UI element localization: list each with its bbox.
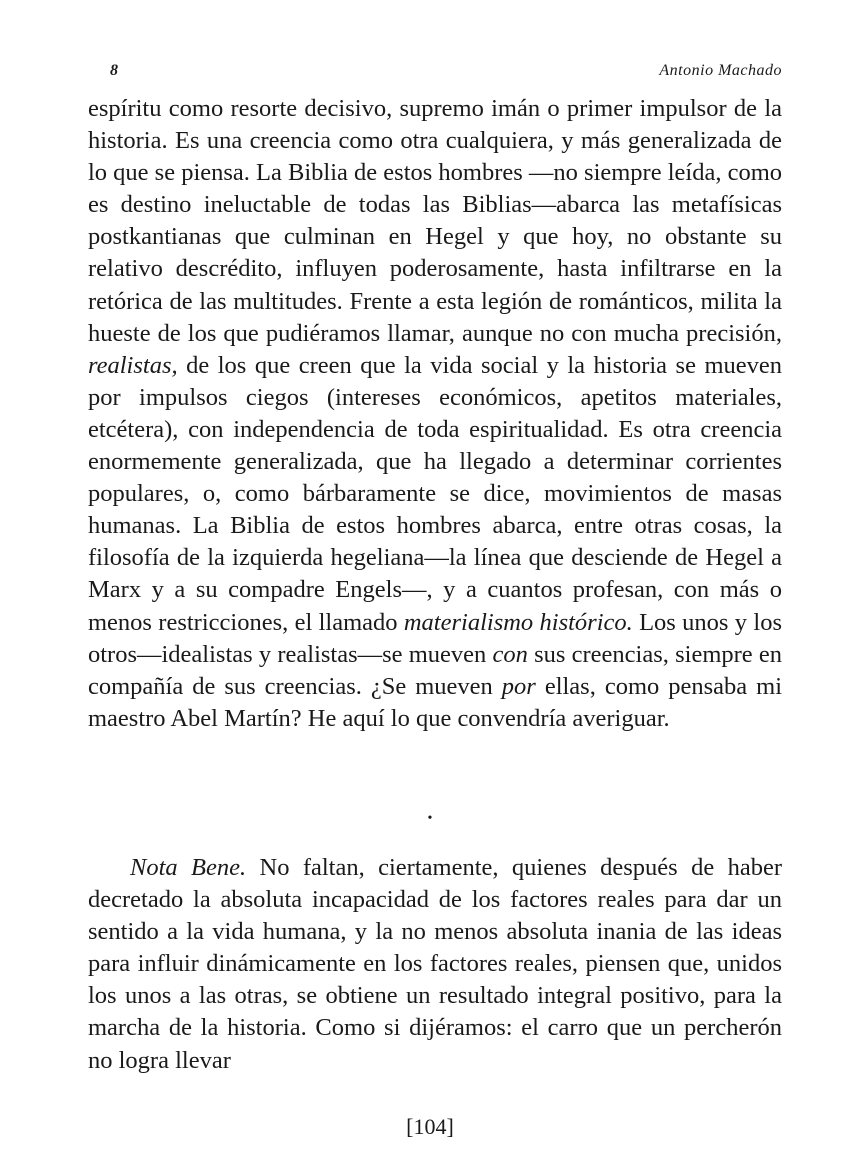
body-text-3: Los unos y los otros—idealistas y realistas—se mueven	[88, 608, 782, 668]
emphasis-realistas: realistas,	[88, 351, 178, 379]
page-header	[110, 62, 782, 84]
body-text-4: sus creencias, siempre en compañía de sus creencias. ¿Se mueven	[88, 640, 782, 700]
note-paragraph	[88, 852, 782, 1077]
emphasis-con: con	[492, 640, 528, 668]
body-text-1: espíritu como resorte decisivo, supremo imán o primer impulsor de la historia. Es una creencia como otra cualquiera, y más generalizada de lo que se piensa. La Biblia de estos hombres —no siempre leída, como es destino ineluctable de todas las Biblias—abarca las metafísicas postkantianas que culminan en Hegel y que hoy, no obstante su relativo descrédito, influyen poderosamente, hasta infiltrarse en la retórica de las multitudes. Frente a esta legión de románticos, milita la hueste de los que pudiéramos llamar, aunque no con mucha precisión,	[88, 95, 783, 347]
nota-bene-section	[88, 852, 782, 1077]
emphasis-por: por	[501, 672, 536, 700]
page-number: [104]	[406, 1114, 454, 1139]
folio-mark: 8	[110, 62, 118, 79]
section-separator: •	[427, 811, 433, 826]
note-text: No faltan, ciertamente, quienes después de haber decretado la absoluta incapacidad de los factores reales para dar un sentido a la vida humana, y la no menos absoluta inania de las ideas para influir dinámicamente en los factores reales, piensen que, unidos los unos a las otras, se obtiene un resultado integral positivo, para la marcha de la historia. Como si dijéramos: el carro que un percherón no logra llevar	[88, 854, 782, 1074]
body-text-2: de los que creen que la vida social y la historia se mueven por impulsos ciegos (intereses económicos, apetitos materiales, etcétera), con independencia de toda espiritualidad. Es otra creencia enormemente generalizada, que ha llegado a determinar corrientes populares, o, como bárbaramente se dice, movimientos de masas humanas. La Biblia de estos hombres abarca, entre otras cosas, la filosofía de la izquierda hegeliana—la línea que desciende de Hegel a Marx y a su compadre Engels—, y a cuantos profesan, con más o menos restricciones, el llamado	[88, 351, 782, 636]
body-paragraph	[88, 93, 782, 735]
main-text	[88, 93, 782, 735]
running-head: Antonio Machado	[659, 62, 782, 79]
note-label: Nota Bene.	[130, 854, 247, 881]
emphasis-materialismo: materialismo histórico.	[403, 608, 633, 636]
body-text-5: ellas, como pensaba mi maestro Abel Martín? He aquí lo que convendría averiguar.	[88, 672, 782, 732]
